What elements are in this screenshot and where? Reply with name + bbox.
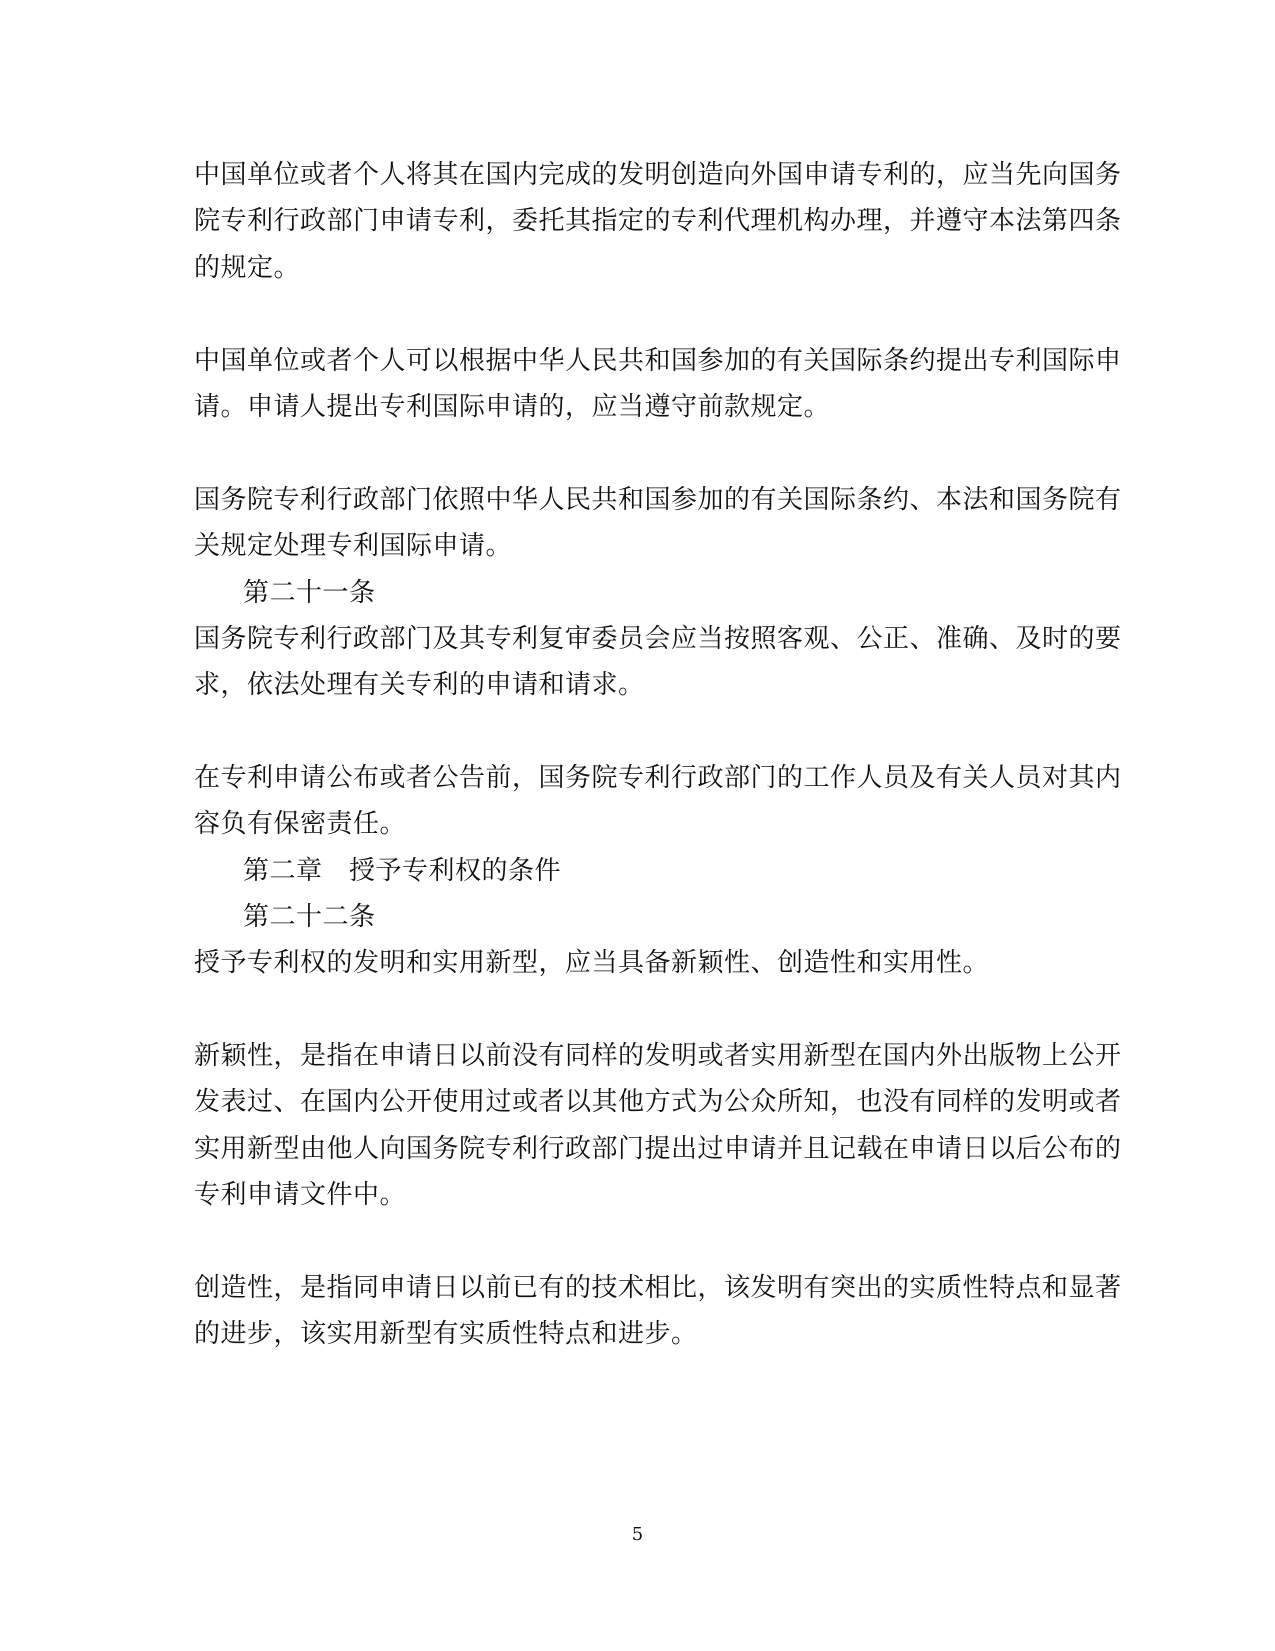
text-line: 院专利行政部门申请专利，委托其指定的专利代理机构办理，并遵守本法第四条 [194,206,1122,236]
page-number: 5 [631,1524,644,1545]
text-line: 国务院专利行政部门及其专利复审委员会应当按照客观、公正、准确、及时的要 [194,624,1122,654]
text-line: 求，依法处理有关专利的申请和请求。 [194,670,645,700]
article-heading: 第二十一条 [243,578,376,608]
text-line: 创造性，是指同申请日以前已有的技术相比，该发明有突出的实质性特点和显著 [194,1273,1122,1303]
text-line: 容负有保密责任。 [194,809,407,839]
text-line: 请。申请人提出专利国际申请的，应当遵守前款规定。 [194,392,831,422]
text-line: 新颖性，是指在申请日以前没有同样的发明或者实用新型在国内外出版物上公开 [194,1041,1122,1071]
chapter-heading: 第二章 授予专利权的条件 [243,856,562,886]
text-line: 的规定。 [194,253,301,283]
text-line: 在专利申请公布或者公告前，国务院专利行政部门的工作人员及有关人员对其内 [194,763,1122,793]
text-line: 的进步，该实用新型有实质性特点和进步。 [194,1319,698,1349]
text-line: 授予专利权的发明和实用新型，应当具备新颖性、创造性和实用性。 [194,948,990,978]
text-line: 发表过、在国内公开使用过或者以其他方式为公众所知，也没有同样的发明或者 [194,1087,1122,1117]
text-line: 关规定处理专利国际申请。 [194,531,513,561]
text-line: 实用新型由他人向国务院专利行政部门提出过申请并且记载在申请日以后公布的 [194,1134,1122,1164]
text-line: 专利申请文件中。 [194,1180,407,1210]
text-line: 中国单位或者个人将其在国内完成的发明创造向外国申请专利的，应当先向国务 [194,160,1122,190]
article-heading: 第二十二条 [243,902,376,932]
text-line: 国务院专利行政部门依照中华人民共和国参加的有关国际条约、本法和国务院有 [194,485,1122,515]
text-line: 中国单位或者个人可以根据中华人民共和国参加的有关国际条约提出专利国际申 [194,346,1122,376]
